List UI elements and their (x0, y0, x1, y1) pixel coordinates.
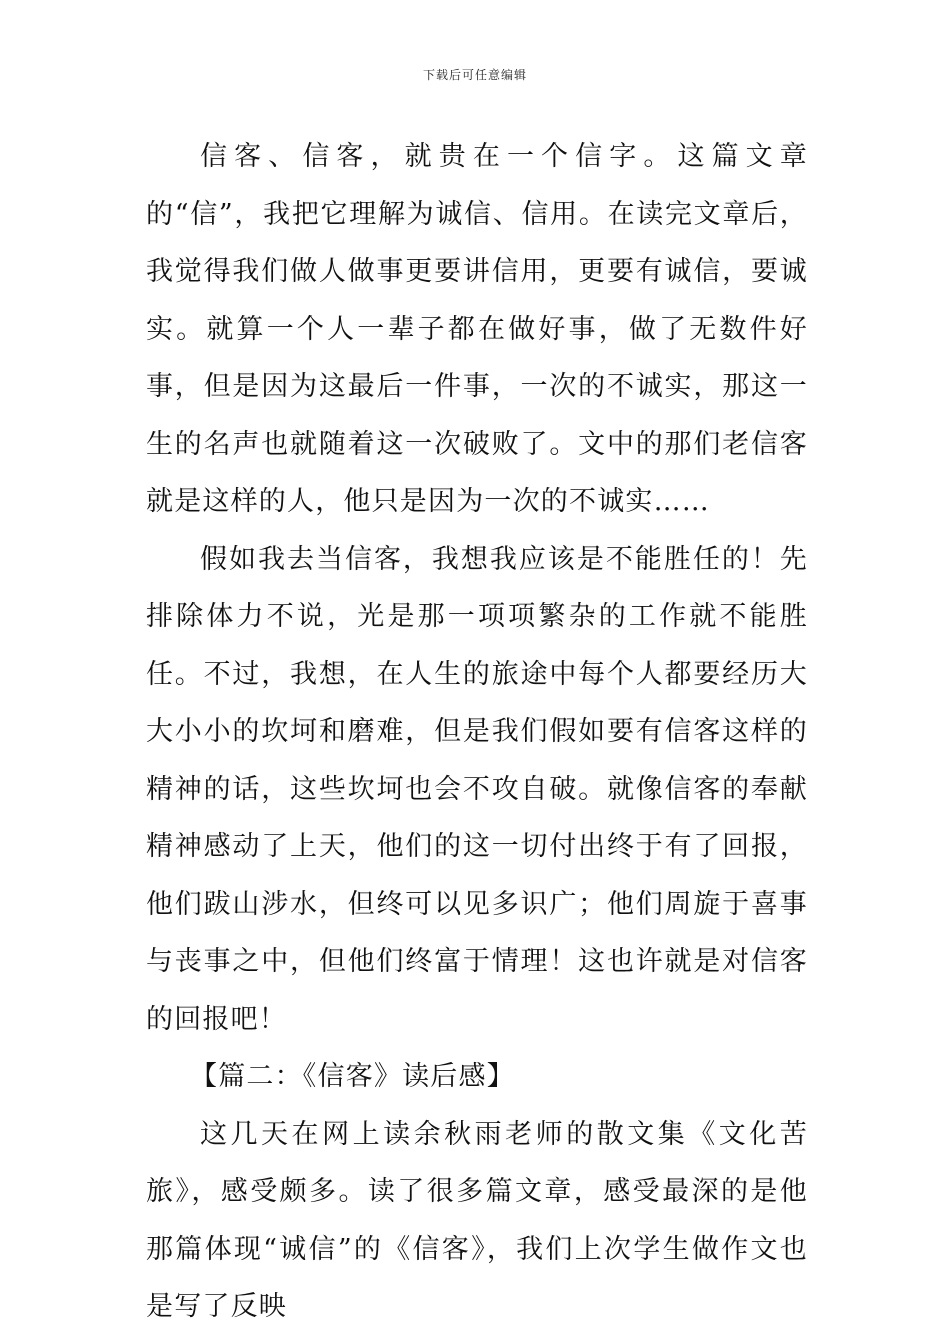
paragraph-2: 假如我去当信客，我想我应该是不能胜任的！先排除体力不说，光是那一项项繁杂的工作就不能胜任。不过，我想，在人生的旅途中每个人都要经历大大小小的坎坷和磨难，但是我们假如要有信客这样的精神的话，这些坎坷也会不攻自破。就像信客的奉献精神感动了上天，他们的这一切付出终于有了回报，他们跋山涉水，但终可以见多识广；他们周旋于喜事与丧事之中，但他们终富于情理！这也许就是对信客的回报吧！ (146, 543, 808, 1035)
paragraph-3: 这几天在网上读余秋雨老师的散文集《文化苦旅》，感受颇多。读了很多篇文章，感受最深的是他那篇体现“诚信”的《信客》，我们上次学生做作文也是写了反映 (146, 1118, 808, 1322)
page-header: 下载后可任意编辑 (422, 68, 527, 82)
paragraph-1: 信客、信客，就贵在一个信字。这篇文章的“信”，我把它理解为诚信、信用。在读完文章后，我觉得我们做人做事更要讲信用，更要有诚信，要诚实。就算一个人一辈子都在做好事，做了无数件好事，但是因为这最后一件事，一次的不诚实，那这一生的名声也就随着这一次破败了。文中的那们老信客就是这样的人，他只是因为一次的不诚实…… (146, 141, 808, 517)
document-body (146, 128, 808, 1336)
section-heading: 【篇二：《信客》读后感】 (190, 1061, 515, 1092)
